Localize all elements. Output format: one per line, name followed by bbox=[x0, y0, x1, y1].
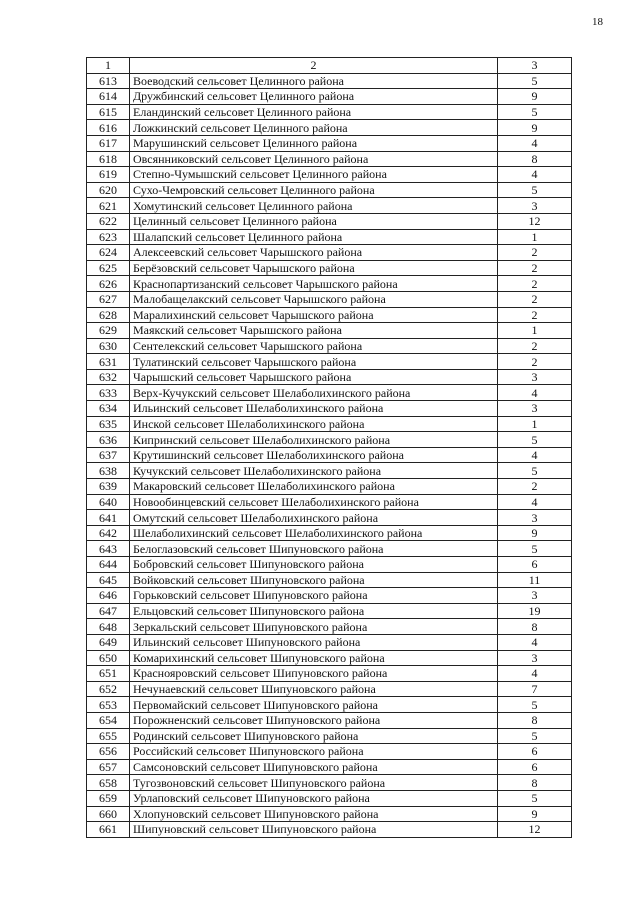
value-cell: 4 bbox=[498, 494, 572, 510]
table-row bbox=[87, 89, 572, 105]
row-number-cell: 661 bbox=[87, 822, 130, 838]
value-cell: 2 bbox=[498, 245, 572, 261]
table-row bbox=[87, 775, 572, 791]
value-cell: 9 bbox=[498, 525, 572, 541]
value-cell: 4 bbox=[498, 167, 572, 183]
row-number-cell: 622 bbox=[87, 213, 130, 229]
municipality-name-cell: Родинский сельсовет Шипуновского района bbox=[130, 728, 498, 744]
row-number-cell: 620 bbox=[87, 182, 130, 198]
table-row bbox=[87, 650, 572, 666]
row-number-cell: 632 bbox=[87, 369, 130, 385]
value-cell: 6 bbox=[498, 759, 572, 775]
row-number-cell: 656 bbox=[87, 744, 130, 760]
municipality-name-cell: Хлопуновский сельсовет Шипуновского района bbox=[130, 806, 498, 822]
row-number-cell: 613 bbox=[87, 73, 130, 89]
table-row bbox=[87, 697, 572, 713]
column-header-3: 3 bbox=[498, 58, 572, 74]
table-row bbox=[87, 385, 572, 401]
row-number-cell: 619 bbox=[87, 167, 130, 183]
municipality-name-cell: Инской сельсовет Шелаболихинского района bbox=[130, 416, 498, 432]
value-cell: 2 bbox=[498, 354, 572, 370]
municipality-name-cell: Бобровский сельсовет Шипуновского района bbox=[130, 557, 498, 573]
municipality-name-cell: Крутишинский сельсовет Шелаболихинского района bbox=[130, 447, 498, 463]
table-row bbox=[87, 198, 572, 214]
municipality-name-cell: Макаровский сельсовет Шелаболихинского района bbox=[130, 479, 498, 495]
row-number-cell: 637 bbox=[87, 447, 130, 463]
municipality-name-cell: Чарышский сельсовет Чарышского района bbox=[130, 369, 498, 385]
value-cell: 4 bbox=[498, 666, 572, 682]
row-number-cell: 659 bbox=[87, 790, 130, 806]
municipality-name-cell: Верх-Кучукский сельсовет Шелаболихинского района bbox=[130, 385, 498, 401]
page-number: 18 bbox=[592, 16, 603, 28]
row-number-cell: 616 bbox=[87, 120, 130, 136]
value-cell: 12 bbox=[498, 822, 572, 838]
value-cell: 3 bbox=[498, 198, 572, 214]
table-row bbox=[87, 354, 572, 370]
row-number-cell: 631 bbox=[87, 354, 130, 370]
municipality-name-cell: Первомайский сельсовет Шипуновского района bbox=[130, 697, 498, 713]
value-cell: 19 bbox=[498, 603, 572, 619]
table-row bbox=[87, 120, 572, 136]
value-cell: 5 bbox=[498, 432, 572, 448]
row-number-cell: 647 bbox=[87, 603, 130, 619]
municipality-name-cell: Новообинцевский сельсовет Шелаболихинского района bbox=[130, 494, 498, 510]
value-cell: 4 bbox=[498, 385, 572, 401]
row-number-cell: 636 bbox=[87, 432, 130, 448]
value-cell: 8 bbox=[498, 712, 572, 728]
municipality-name-cell: Сентелекский сельсовет Чарышского района bbox=[130, 338, 498, 354]
column-header-1: 1 bbox=[87, 58, 130, 74]
value-cell: 2 bbox=[498, 338, 572, 354]
municipality-name-cell: Сухо-Чемровский сельсовет Целинного района bbox=[130, 182, 498, 198]
value-cell: 5 bbox=[498, 697, 572, 713]
municipality-name-cell: Тугозвоновский сельсовет Шипуновского района bbox=[130, 775, 498, 791]
row-number-cell: 623 bbox=[87, 229, 130, 245]
row-number-cell: 624 bbox=[87, 245, 130, 261]
value-cell: 2 bbox=[498, 291, 572, 307]
value-cell: 9 bbox=[498, 806, 572, 822]
value-cell: 5 bbox=[498, 182, 572, 198]
row-number-cell: 634 bbox=[87, 401, 130, 417]
value-cell: 11 bbox=[498, 572, 572, 588]
municipality-name-cell: Шипуновский сельсовет Шипуновского района bbox=[130, 822, 498, 838]
value-cell: 2 bbox=[498, 260, 572, 276]
municipality-name-cell: Краснопартизанский сельсовет Чарышского района bbox=[130, 276, 498, 292]
value-cell: 3 bbox=[498, 650, 572, 666]
table-row bbox=[87, 666, 572, 682]
municipality-name-cell: Степно-Чумышский сельсовет Целинного района bbox=[130, 167, 498, 183]
value-cell: 1 bbox=[498, 323, 572, 339]
row-number-cell: 653 bbox=[87, 697, 130, 713]
table-row bbox=[87, 104, 572, 120]
value-cell: 1 bbox=[498, 229, 572, 245]
value-cell: 3 bbox=[498, 369, 572, 385]
municipality-name-cell: Еландинский сельсовет Целинного района bbox=[130, 104, 498, 120]
table-row bbox=[87, 213, 572, 229]
table-row bbox=[87, 712, 572, 728]
table-row bbox=[87, 619, 572, 635]
table-row bbox=[87, 588, 572, 604]
municipality-name-cell: Самсоновский сельсовет Шипуновского района bbox=[130, 759, 498, 775]
table-row bbox=[87, 307, 572, 323]
table-row bbox=[87, 790, 572, 806]
table-row bbox=[87, 229, 572, 245]
value-cell: 7 bbox=[498, 681, 572, 697]
table-header-row bbox=[87, 58, 572, 74]
table-row bbox=[87, 323, 572, 339]
value-cell: 8 bbox=[498, 619, 572, 635]
municipality-name-cell: Ильинский сельсовет Шипуновского района bbox=[130, 634, 498, 650]
municipality-name-cell: Ельцовский сельсовет Шипуновского района bbox=[130, 603, 498, 619]
municipality-name-cell: Маралихинский сельсовет Чарышского района bbox=[130, 307, 498, 323]
row-number-cell: 625 bbox=[87, 260, 130, 276]
table-row bbox=[87, 494, 572, 510]
row-number-cell: 633 bbox=[87, 385, 130, 401]
table-row bbox=[87, 681, 572, 697]
municipality-name-cell: Овсянниковский сельсовет Целинного района bbox=[130, 151, 498, 167]
municipality-name-cell: Дружбинский сельсовет Целинного района bbox=[130, 89, 498, 105]
municipality-name-cell: Комарихинский сельсовет Шипуновского района bbox=[130, 650, 498, 666]
municipality-name-cell: Кучукский сельсовет Шелаболихинского района bbox=[130, 463, 498, 479]
table-row bbox=[87, 525, 572, 541]
value-cell: 6 bbox=[498, 557, 572, 573]
municipality-name-cell: Шелаболихинский сельсовет Шелаболихинского района bbox=[130, 525, 498, 541]
row-number-cell: 658 bbox=[87, 775, 130, 791]
row-number-cell: 640 bbox=[87, 494, 130, 510]
row-number-cell: 645 bbox=[87, 572, 130, 588]
row-number-cell: 635 bbox=[87, 416, 130, 432]
table-row bbox=[87, 557, 572, 573]
table-row bbox=[87, 759, 572, 775]
table-row bbox=[87, 369, 572, 385]
municipality-name-cell: Нечунаевский сельсовет Шипуновского района bbox=[130, 681, 498, 697]
municipality-name-cell: Тулатинский сельсовет Чарышского района bbox=[130, 354, 498, 370]
row-number-cell: 626 bbox=[87, 276, 130, 292]
row-number-cell: 652 bbox=[87, 681, 130, 697]
municipality-name-cell: Целинный сельсовет Целинного района bbox=[130, 213, 498, 229]
row-number-cell: 643 bbox=[87, 541, 130, 557]
row-number-cell: 648 bbox=[87, 619, 130, 635]
table-row bbox=[87, 806, 572, 822]
municipality-name-cell: Малобащелакский сельсовет Чарышского района bbox=[130, 291, 498, 307]
row-number-cell: 657 bbox=[87, 759, 130, 775]
value-cell: 3 bbox=[498, 401, 572, 417]
value-cell: 2 bbox=[498, 307, 572, 323]
municipality-name-cell: Хомутинский сельсовет Целинного района bbox=[130, 198, 498, 214]
row-number-cell: 650 bbox=[87, 650, 130, 666]
value-cell: 2 bbox=[498, 276, 572, 292]
value-cell: 3 bbox=[498, 510, 572, 526]
table-body bbox=[87, 58, 572, 838]
row-number-cell: 660 bbox=[87, 806, 130, 822]
value-cell: 4 bbox=[498, 135, 572, 151]
row-number-cell: 654 bbox=[87, 712, 130, 728]
value-cell: 5 bbox=[498, 728, 572, 744]
table-row bbox=[87, 260, 572, 276]
value-cell: 5 bbox=[498, 463, 572, 479]
table-row bbox=[87, 338, 572, 354]
value-cell: 3 bbox=[498, 588, 572, 604]
table-row bbox=[87, 463, 572, 479]
table-row bbox=[87, 572, 572, 588]
row-number-cell: 629 bbox=[87, 323, 130, 339]
municipality-name-cell: Ильинский сельсовет Шелаболихинского района bbox=[130, 401, 498, 417]
table-row bbox=[87, 182, 572, 198]
municipality-name-cell: Воеводский сельсовет Целинного района bbox=[130, 73, 498, 89]
value-cell: 9 bbox=[498, 89, 572, 105]
value-cell: 5 bbox=[498, 541, 572, 557]
row-number-cell: 630 bbox=[87, 338, 130, 354]
value-cell: 5 bbox=[498, 73, 572, 89]
municipality-name-cell: Российский сельсовет Шипуновского района bbox=[130, 744, 498, 760]
row-number-cell: 651 bbox=[87, 666, 130, 682]
municipality-name-cell: Марушинский сельсовет Целинного района bbox=[130, 135, 498, 151]
municipality-name-cell: Краснояровский сельсовет Шипуновского района bbox=[130, 666, 498, 682]
row-number-cell: 628 bbox=[87, 307, 130, 323]
table-row bbox=[87, 245, 572, 261]
row-number-cell: 644 bbox=[87, 557, 130, 573]
table-row bbox=[87, 276, 572, 292]
municipalities-table bbox=[86, 57, 572, 838]
value-cell: 8 bbox=[498, 151, 572, 167]
table-row bbox=[87, 728, 572, 744]
value-cell: 4 bbox=[498, 447, 572, 463]
municipality-name-cell: Зеркальский сельсовет Шипуновского района bbox=[130, 619, 498, 635]
municipality-name-cell: Горьковский сельсовет Шипуновского района bbox=[130, 588, 498, 604]
value-cell: 8 bbox=[498, 775, 572, 791]
municipality-name-cell: Войковский сельсовет Шипуновского района bbox=[130, 572, 498, 588]
value-cell: 1 bbox=[498, 416, 572, 432]
table-row bbox=[87, 479, 572, 495]
table-row bbox=[87, 416, 572, 432]
row-number-cell: 615 bbox=[87, 104, 130, 120]
table-row bbox=[87, 447, 572, 463]
table-row bbox=[87, 603, 572, 619]
row-number-cell: 638 bbox=[87, 463, 130, 479]
row-number-cell: 642 bbox=[87, 525, 130, 541]
row-number-cell: 639 bbox=[87, 479, 130, 495]
table-row bbox=[87, 401, 572, 417]
column-header-2: 2 bbox=[130, 58, 498, 74]
row-number-cell: 646 bbox=[87, 588, 130, 604]
row-number-cell: 614 bbox=[87, 89, 130, 105]
value-cell: 5 bbox=[498, 104, 572, 120]
row-number-cell: 627 bbox=[87, 291, 130, 307]
row-number-cell: 641 bbox=[87, 510, 130, 526]
municipality-name-cell: Порожненский сельсовет Шипуновского района bbox=[130, 712, 498, 728]
table-row bbox=[87, 510, 572, 526]
table-row bbox=[87, 541, 572, 557]
row-number-cell: 617 bbox=[87, 135, 130, 151]
table-row bbox=[87, 73, 572, 89]
municipality-name-cell: Шалапский сельсовет Целинного района bbox=[130, 229, 498, 245]
municipality-name-cell: Алексеевский сельсовет Чарышского района bbox=[130, 245, 498, 261]
municipality-name-cell: Кипринский сельсовет Шелаболихинского района bbox=[130, 432, 498, 448]
table-row bbox=[87, 432, 572, 448]
row-number-cell: 649 bbox=[87, 634, 130, 650]
value-cell: 9 bbox=[498, 120, 572, 136]
row-number-cell: 621 bbox=[87, 198, 130, 214]
value-cell: 12 bbox=[498, 213, 572, 229]
row-number-cell: 618 bbox=[87, 151, 130, 167]
municipality-name-cell: Белоглазовский сельсовет Шипуновского района bbox=[130, 541, 498, 557]
table-row bbox=[87, 744, 572, 760]
table-row bbox=[87, 151, 572, 167]
table-row bbox=[87, 634, 572, 650]
table-row bbox=[87, 135, 572, 151]
table-row bbox=[87, 822, 572, 838]
table-row bbox=[87, 291, 572, 307]
value-cell: 2 bbox=[498, 479, 572, 495]
municipality-name-cell: Урлаповский сельсовет Шипуновского района bbox=[130, 790, 498, 806]
row-number-cell: 655 bbox=[87, 728, 130, 744]
municipality-name-cell: Омутский сельсовет Шелаболихинского района bbox=[130, 510, 498, 526]
value-cell: 6 bbox=[498, 744, 572, 760]
value-cell: 5 bbox=[498, 790, 572, 806]
table-row bbox=[87, 167, 572, 183]
municipality-name-cell: Берёзовский сельсовет Чарышского района bbox=[130, 260, 498, 276]
value-cell: 4 bbox=[498, 634, 572, 650]
municipality-name-cell: Ложкинский сельсовет Целинного района bbox=[130, 120, 498, 136]
municipality-name-cell: Маякский сельсовет Чарышского района bbox=[130, 323, 498, 339]
